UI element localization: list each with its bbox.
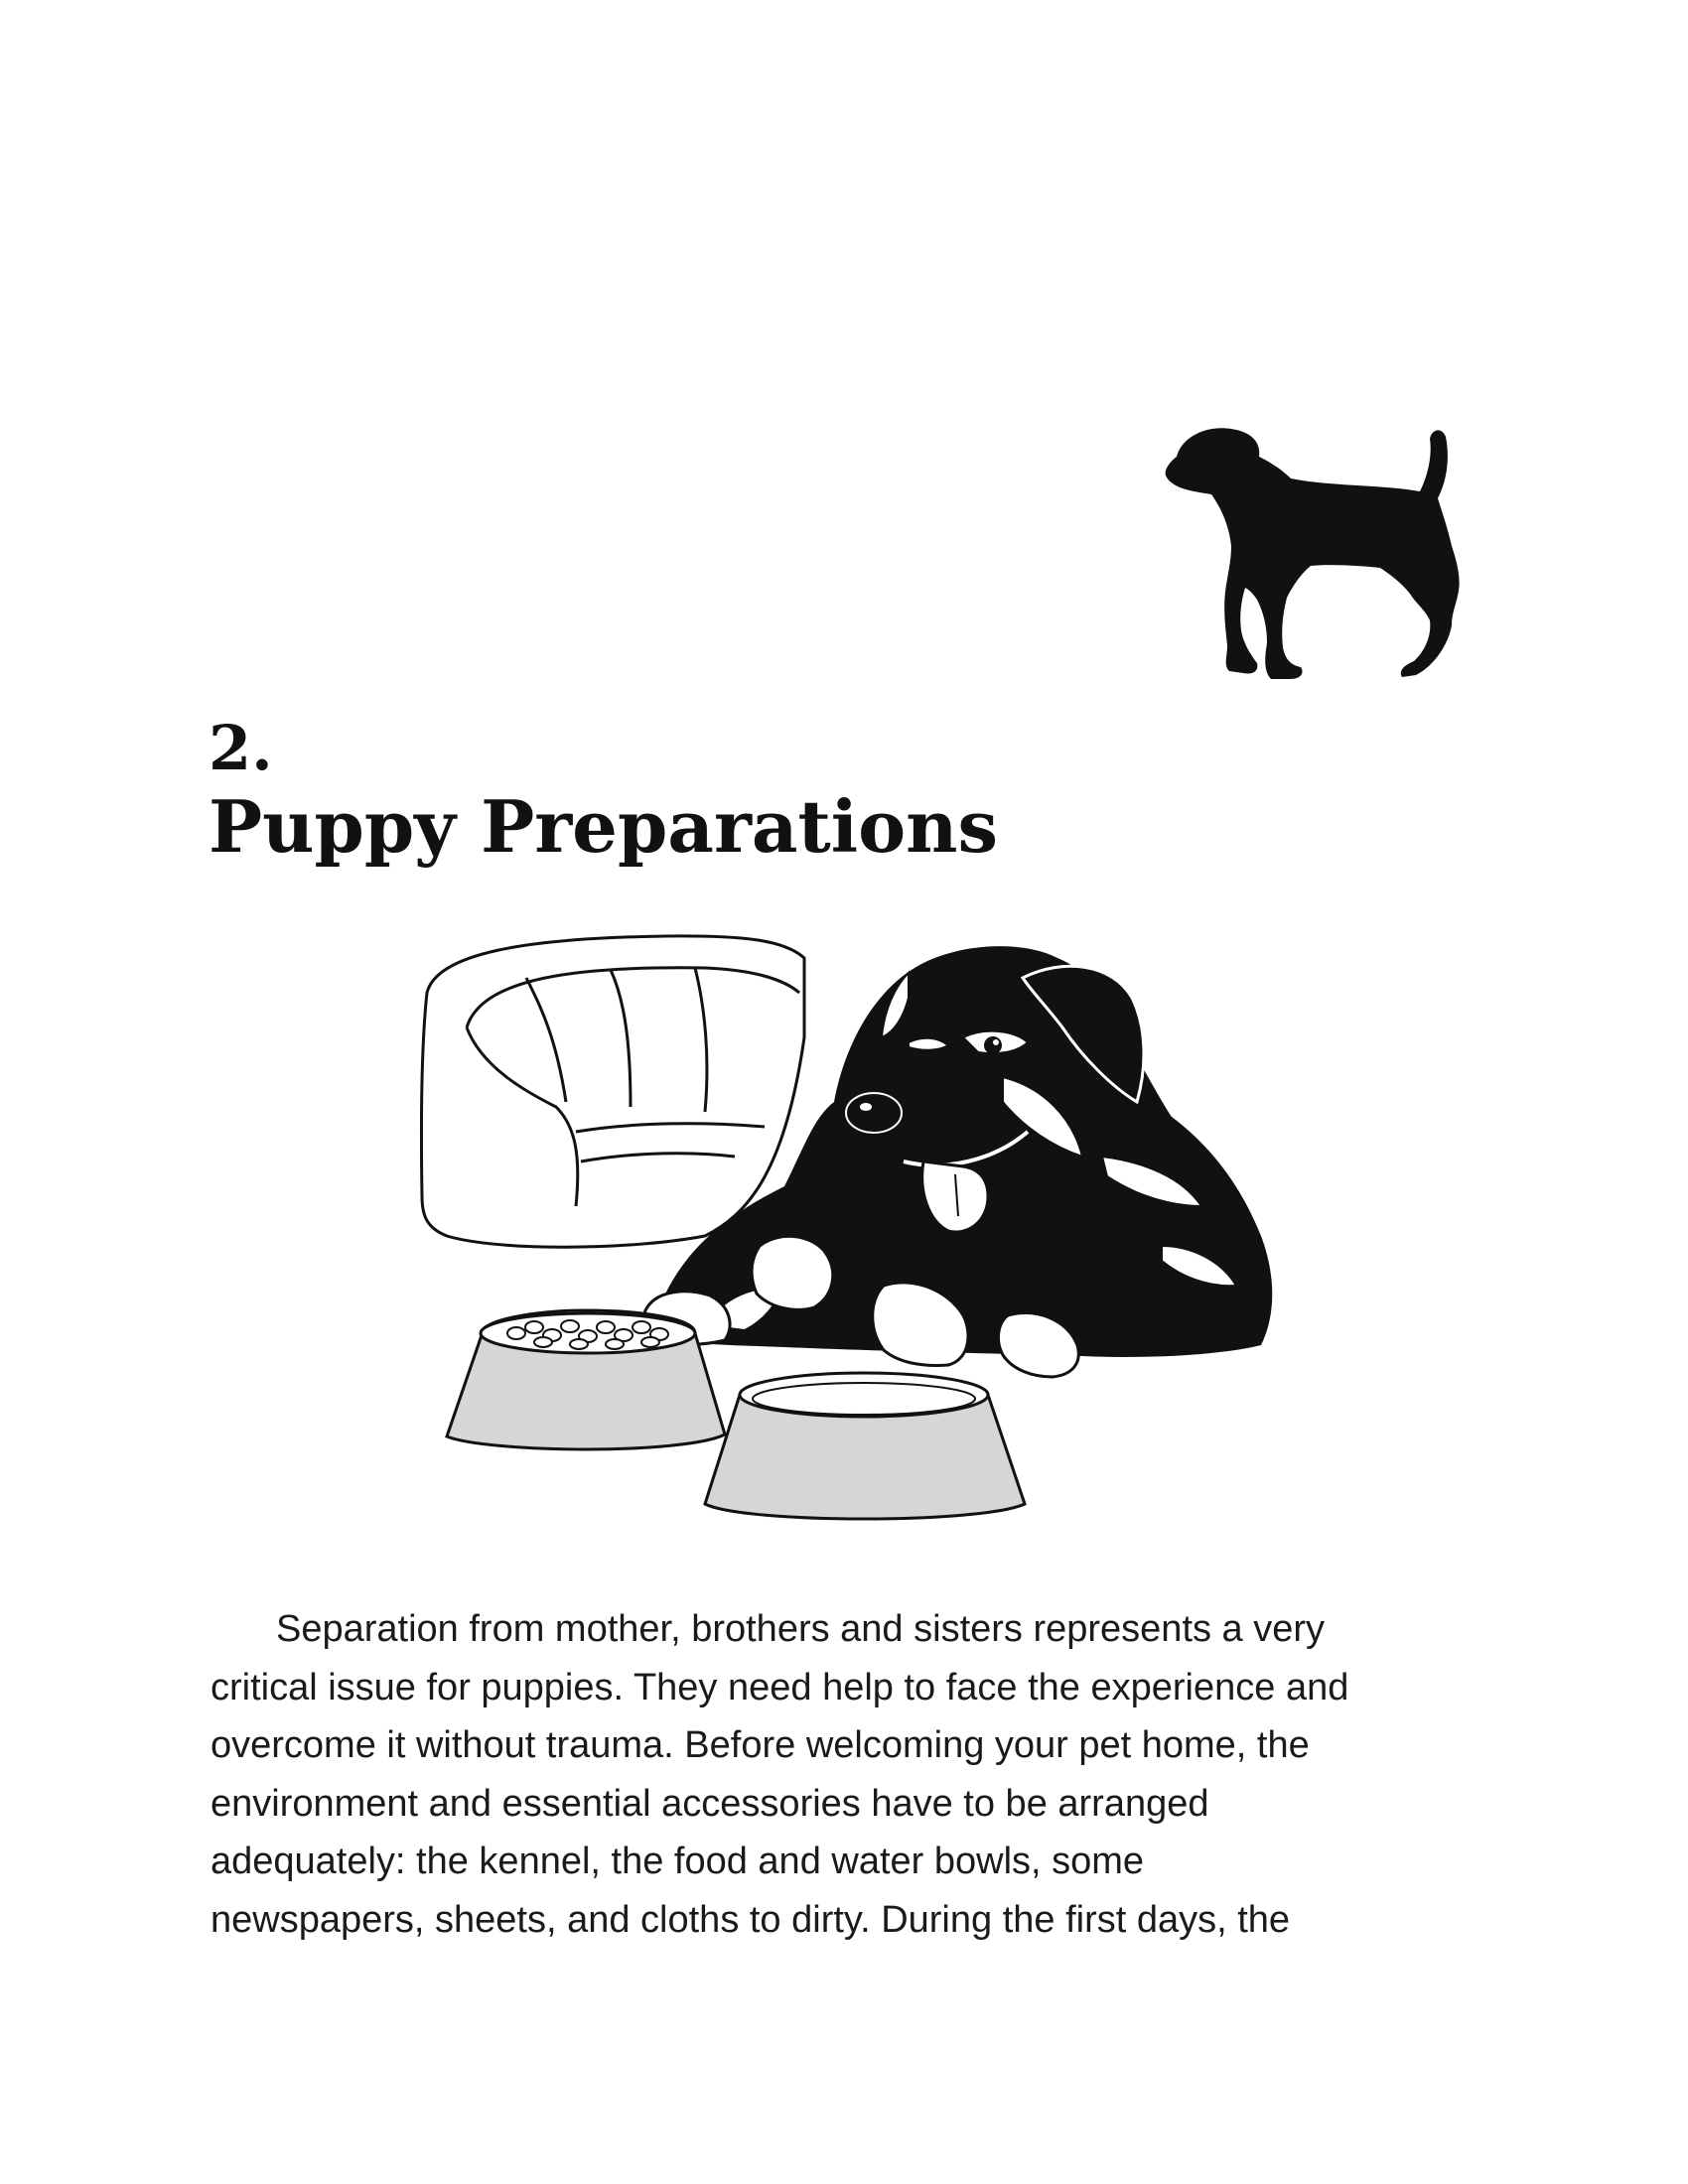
body-line: newspapers, sheets, and cloths to dirty. During the first days, the	[211, 1898, 1291, 1941]
body-line: overcome it without trauma. Before welcoming your pet home, the	[211, 1724, 1310, 1766]
body-line: environment and essential accessories have to be arranged	[211, 1782, 1209, 1825]
body-line: critical issue for puppies. They need help to face the experience and	[211, 1666, 1349, 1708]
puppy-with-bed-and-bowls-illustration	[407, 918, 1291, 1554]
chapter-title: Puppy Preparations	[209, 784, 999, 869]
body-line: adequately: the kennel, the food and water bowls, some	[211, 1841, 1145, 1882]
body-line: Separation from mother, brothers and sisters represents a very	[276, 1608, 1326, 1650]
chapter-number: 2.	[209, 712, 273, 784]
dog-bed-drawing	[422, 936, 804, 1247]
water-bowl-drawing	[705, 1373, 1025, 1519]
body-paragraph	[211, 1600, 1491, 1949]
food-bowl-drawing	[447, 1310, 725, 1449]
dog-silhouette-icon	[1082, 417, 1499, 715]
